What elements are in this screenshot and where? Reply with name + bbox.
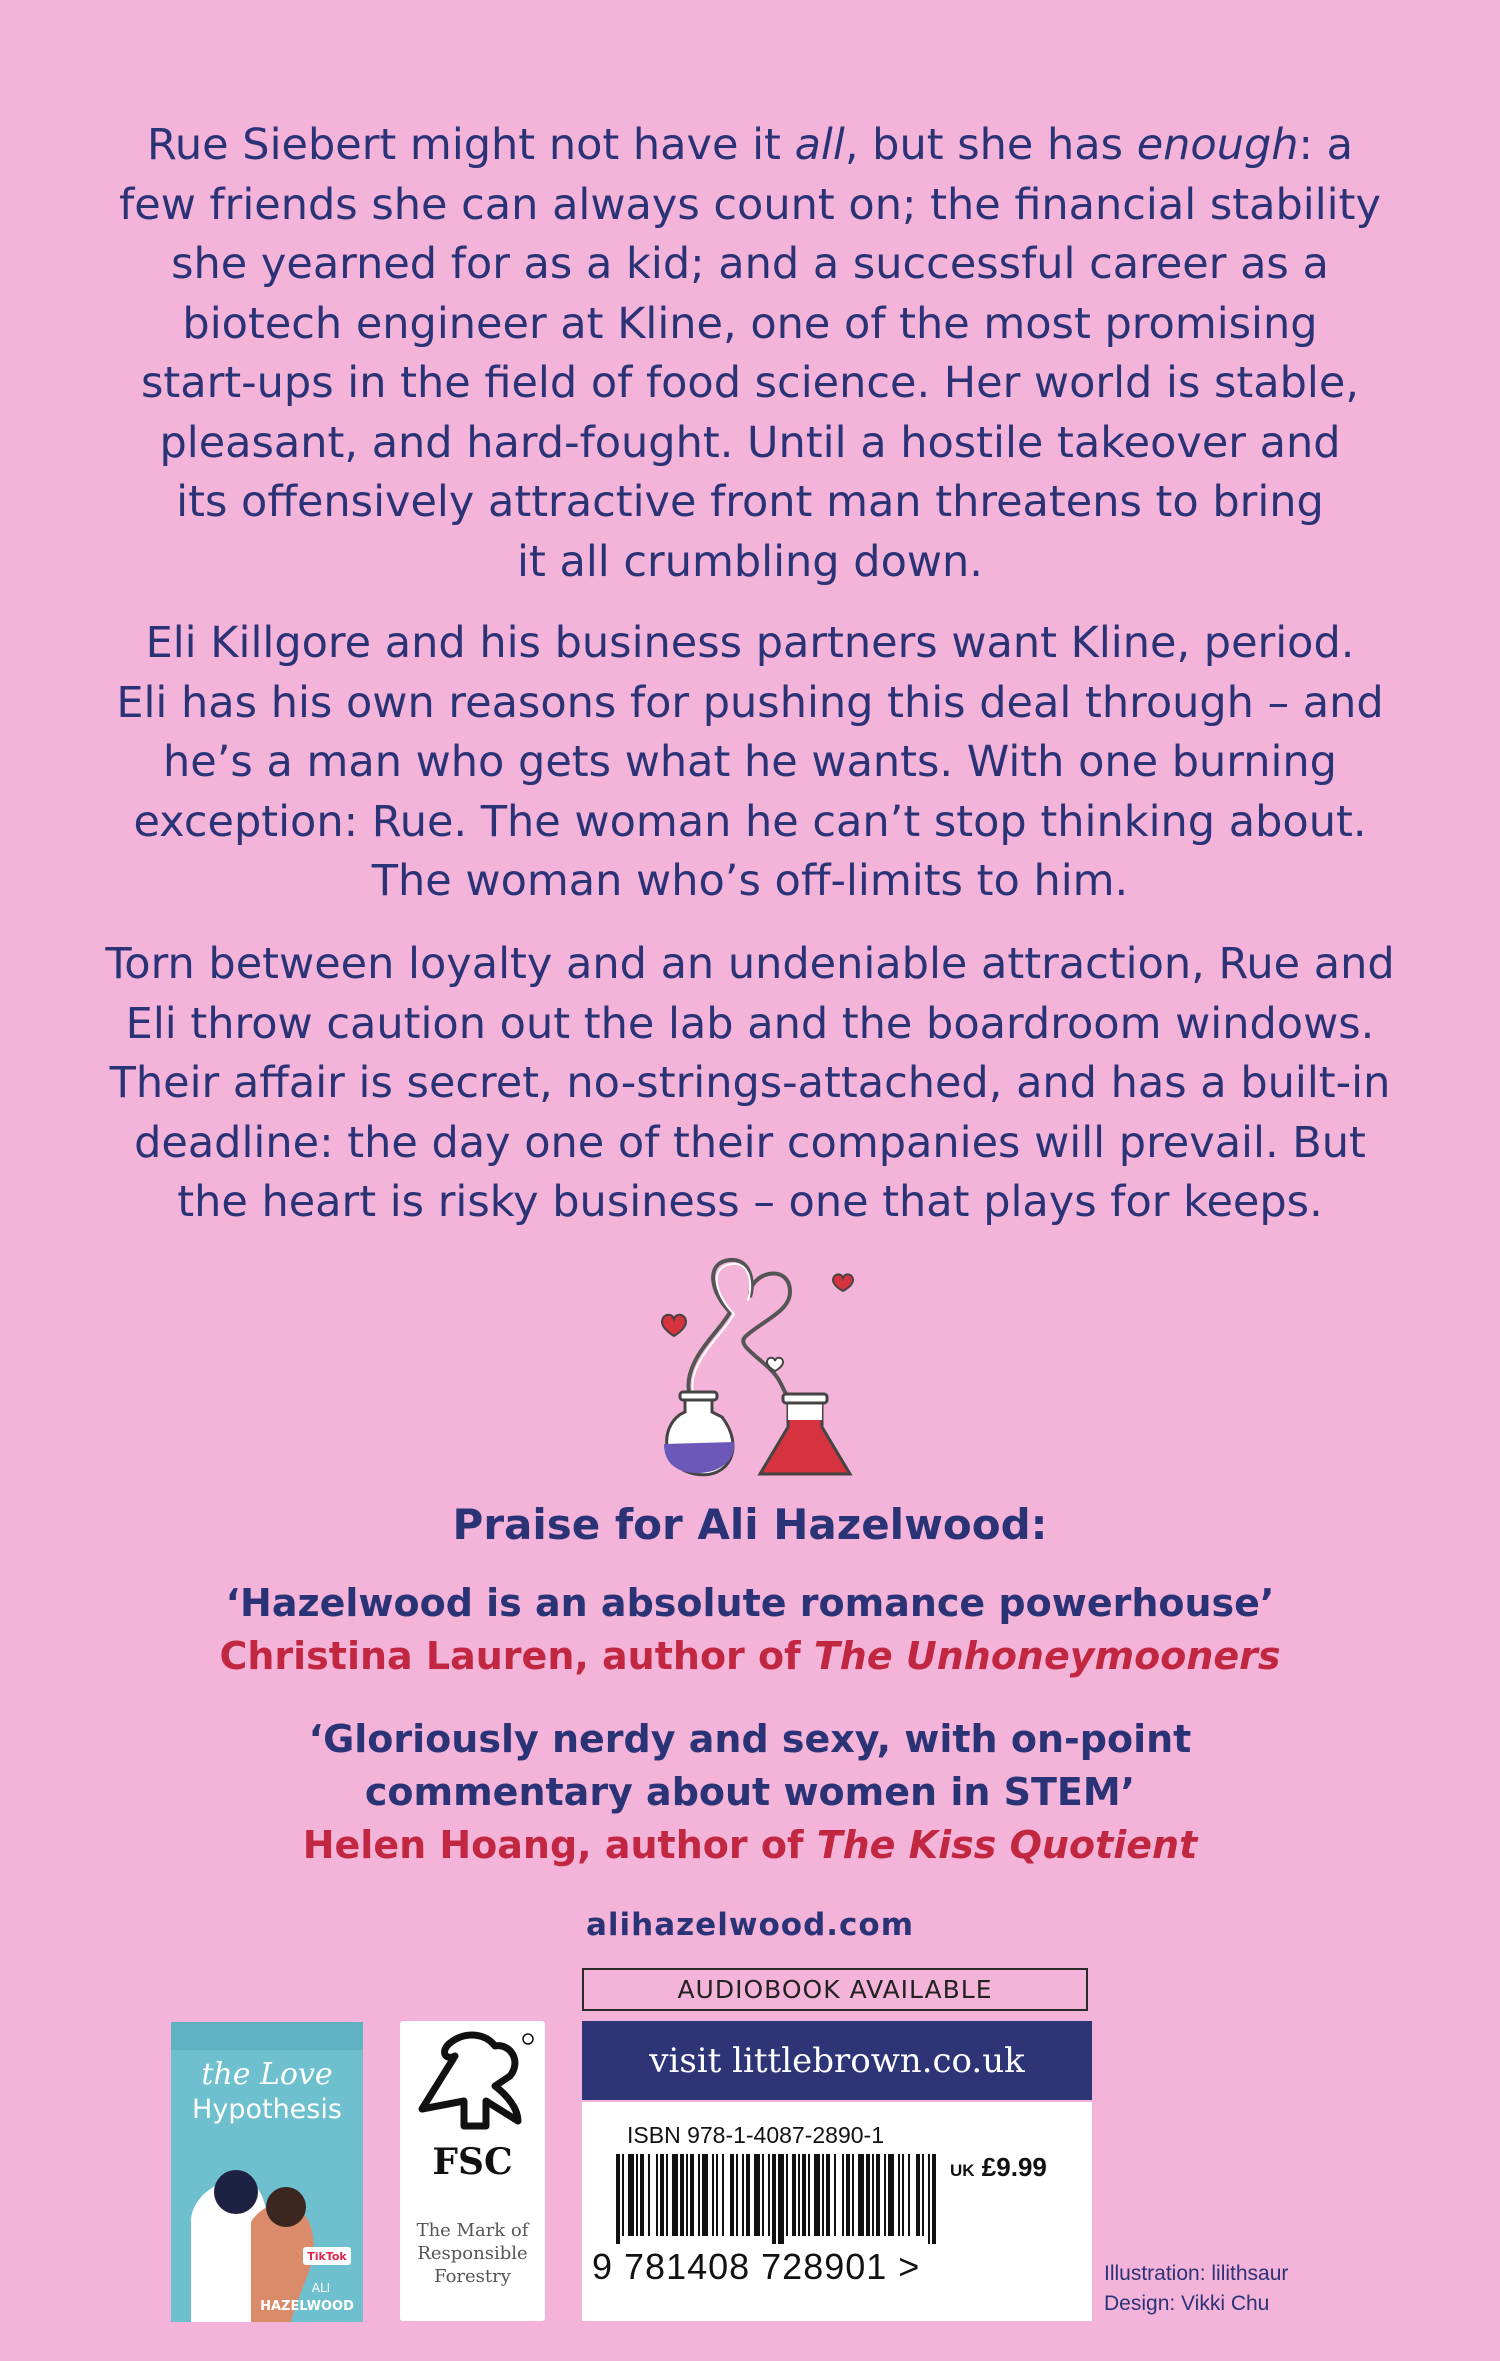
barcode-bar — [730, 2154, 734, 2236]
price-label: UK £9.99 — [950, 2152, 1047, 2182]
barcode-bar — [898, 2154, 900, 2236]
fsc-logo-text: FSC — [432, 2141, 513, 2183]
svg-text:Hypothesis: Hypothesis — [192, 2094, 342, 2125]
quote-attribution: Christina Lauren, author of The Unhoneymooners — [219, 1634, 1281, 1678]
barcode-bar — [778, 2154, 784, 2244]
barcode-bar — [872, 2154, 874, 2236]
fsc-tagline — [400, 2219, 545, 2288]
barcode-bar — [884, 2154, 886, 2236]
fsc-tree-icon — [400, 2021, 545, 2141]
barcode-bar — [702, 2154, 708, 2236]
barcode-bar — [746, 2154, 750, 2236]
blurb-line: pleasant, and hard-fought. Until a hostile takeover and — [159, 417, 1341, 468]
isbn-label: ISBN 978-1-4087-2890-1 — [627, 2122, 884, 2148]
blurb-line: it all crumbling down. — [517, 536, 983, 587]
svg-text:ALI: ALI — [311, 2281, 331, 2295]
love-flasks-icon — [650, 1252, 880, 1482]
barcode-bar — [916, 2154, 920, 2236]
barcode-bar — [772, 2154, 776, 2244]
blurb-line: The woman who’s off-limits to him. — [371, 856, 1129, 906]
barcode-bar — [690, 2154, 694, 2236]
blurb-line: Eli Killgore and his business partners want Kline, period. — [145, 618, 1355, 668]
barcode-bar — [762, 2154, 764, 2236]
blurb-line: Their affair is secret, no-strings-attached, and has a built-in — [109, 1058, 1391, 1108]
blurb-paragraph-2 — [70, 614, 1430, 912]
barcode-bar — [768, 2154, 770, 2236]
publisher-link-banner[interactable]: visit littlebrown.co.uk — [582, 2021, 1092, 2100]
barcode-bar — [852, 2154, 854, 2236]
barcode-bar — [622, 2154, 624, 2236]
book-cover-thumbnail — [171, 2022, 363, 2322]
illustration-credit: Illustration: lilithsaur — [1104, 2262, 1289, 2285]
heart-small-left-icon — [662, 1315, 686, 1336]
blurb-line: he’s a man who gets what he wants. With one burning — [163, 737, 1337, 787]
barcode-bar — [742, 2154, 744, 2236]
barcode-bar — [754, 2154, 760, 2236]
barcode-bar — [786, 2154, 788, 2236]
barcode-bar — [698, 2154, 700, 2236]
blurb-line: few friends she can always count on; the financial stability — [119, 179, 1381, 230]
blurb-line: Torn between loyalty and an undeniable attraction, Rue and — [105, 939, 1395, 989]
blurb-line: Rue Siebert might not have it all, but she has enough: a — [146, 120, 1354, 170]
blurb-line: its offensively attractive front man threatens to bring — [176, 477, 1324, 527]
barcode-bar — [814, 2154, 820, 2236]
conical-flask-icon — [760, 1394, 850, 1474]
barcode-bar — [842, 2154, 844, 2236]
design-credit: Design: Vikki Chu — [1104, 2292, 1270, 2315]
quote-text: commentary about women in STEM’ — [364, 1770, 1136, 1814]
round-flask-icon — [664, 1392, 734, 1475]
barcode-bar — [648, 2154, 650, 2236]
barcode-bar — [672, 2154, 678, 2236]
svg-text:HAZELWOOD: HAZELWOOD — [260, 2299, 354, 2314]
blurb-paragraph-3 — [70, 935, 1430, 1233]
blurb-line: Eli throw caution out the lab and the boardroom windows. — [125, 998, 1375, 1049]
blurb-line: deadline: the day one of their companies will prevail. But — [134, 1117, 1366, 1168]
barcode-bar — [834, 2154, 836, 2236]
barcode-bar — [712, 2154, 714, 2236]
barcode-digits: 9 781408 728901 > — [592, 2246, 921, 2287]
barcode-bar — [808, 2154, 810, 2236]
praise-quote-2 — [100, 1713, 1400, 1872]
barcode-bar — [736, 2154, 738, 2236]
blurb-line: start-ups in the field of food science. Her world is stable, — [140, 358, 1359, 408]
heart-tube-icon — [688, 1260, 790, 1402]
audiobook-banner: AUDIOBOOK AVAILABLE — [582, 1968, 1088, 2011]
blurb-line: the heart is risky business – one that plays for keeps. — [177, 1177, 1323, 1227]
blurb-paragraph-1 — [70, 116, 1430, 592]
quote-text: ‘Gloriously nerdy and sexy, with on-point — [308, 1717, 1192, 1761]
barcode-bar — [640, 2154, 644, 2236]
praise-heading: Praise for Ali Hazelwood: — [452, 1500, 1048, 1549]
praise-quote-1 — [100, 1577, 1400, 1683]
heart-small-right-icon — [833, 1274, 853, 1291]
svg-text:the Love: the Love — [201, 2057, 333, 2092]
barcode-panel — [582, 2102, 1092, 2321]
barcode-bar — [922, 2154, 924, 2236]
barcode-bar — [680, 2154, 684, 2236]
barcode-icon — [616, 2154, 936, 2244]
barcode-bar — [660, 2154, 664, 2236]
barcode-bar — [666, 2154, 668, 2236]
barcode-bar — [686, 2154, 688, 2236]
barcode-bar — [932, 2154, 936, 2244]
barcode-bar — [902, 2154, 904, 2236]
heart-tube-inner-icon — [692, 1264, 750, 1397]
barcode-bar — [876, 2154, 880, 2236]
barcode-bar — [716, 2154, 718, 2236]
blurb-line: Eli has his own reasons for pushing this deal through – and — [116, 677, 1384, 728]
fsc-logo — [400, 2021, 545, 2321]
book-cover-art-icon — [171, 2022, 363, 2322]
barcode-bar — [822, 2154, 824, 2236]
author-website[interactable]: alihazelwood.com — [585, 1907, 915, 1943]
barcode-bar — [656, 2154, 658, 2236]
svg-text:TikTok: TikTok — [307, 2250, 347, 2263]
barcode-bar — [628, 2154, 634, 2236]
barcode-bar — [798, 2154, 800, 2236]
barcode-bar — [636, 2154, 638, 2236]
quote-attribution: Helen Hoang, author of The Kiss Quotient — [302, 1823, 1198, 1867]
blurb-line: she yearned for as a kid; and a successful career as a — [171, 239, 1329, 289]
barcode-bar — [802, 2154, 806, 2236]
barcode-bar — [858, 2154, 864, 2236]
barcode-bar — [888, 2154, 894, 2236]
blurb-line: exception: Rue. The woman he can’t stop thinking about. — [133, 796, 1367, 847]
credits — [1104, 2259, 1288, 2319]
barcode-bar — [846, 2154, 850, 2236]
quote-text: ‘Hazelwood is an absolute romance powerhouse’ — [225, 1581, 1275, 1625]
barcode-bar — [928, 2154, 930, 2244]
fsc-tagline-line: The Mark of — [416, 2220, 529, 2241]
barcode-bar — [866, 2154, 870, 2236]
fsc-tagline-line: Forestry — [434, 2266, 511, 2287]
barcode-bar — [616, 2154, 620, 2244]
fsc-tagline-line: Responsible — [417, 2243, 528, 2264]
barcode-bar — [908, 2154, 910, 2236]
barcode-bar — [826, 2154, 830, 2236]
blurb-line: biotech engineer at Kline, one of the most promising — [182, 298, 1318, 349]
barcode-bar — [722, 2154, 724, 2236]
barcode-bar — [792, 2154, 796, 2236]
